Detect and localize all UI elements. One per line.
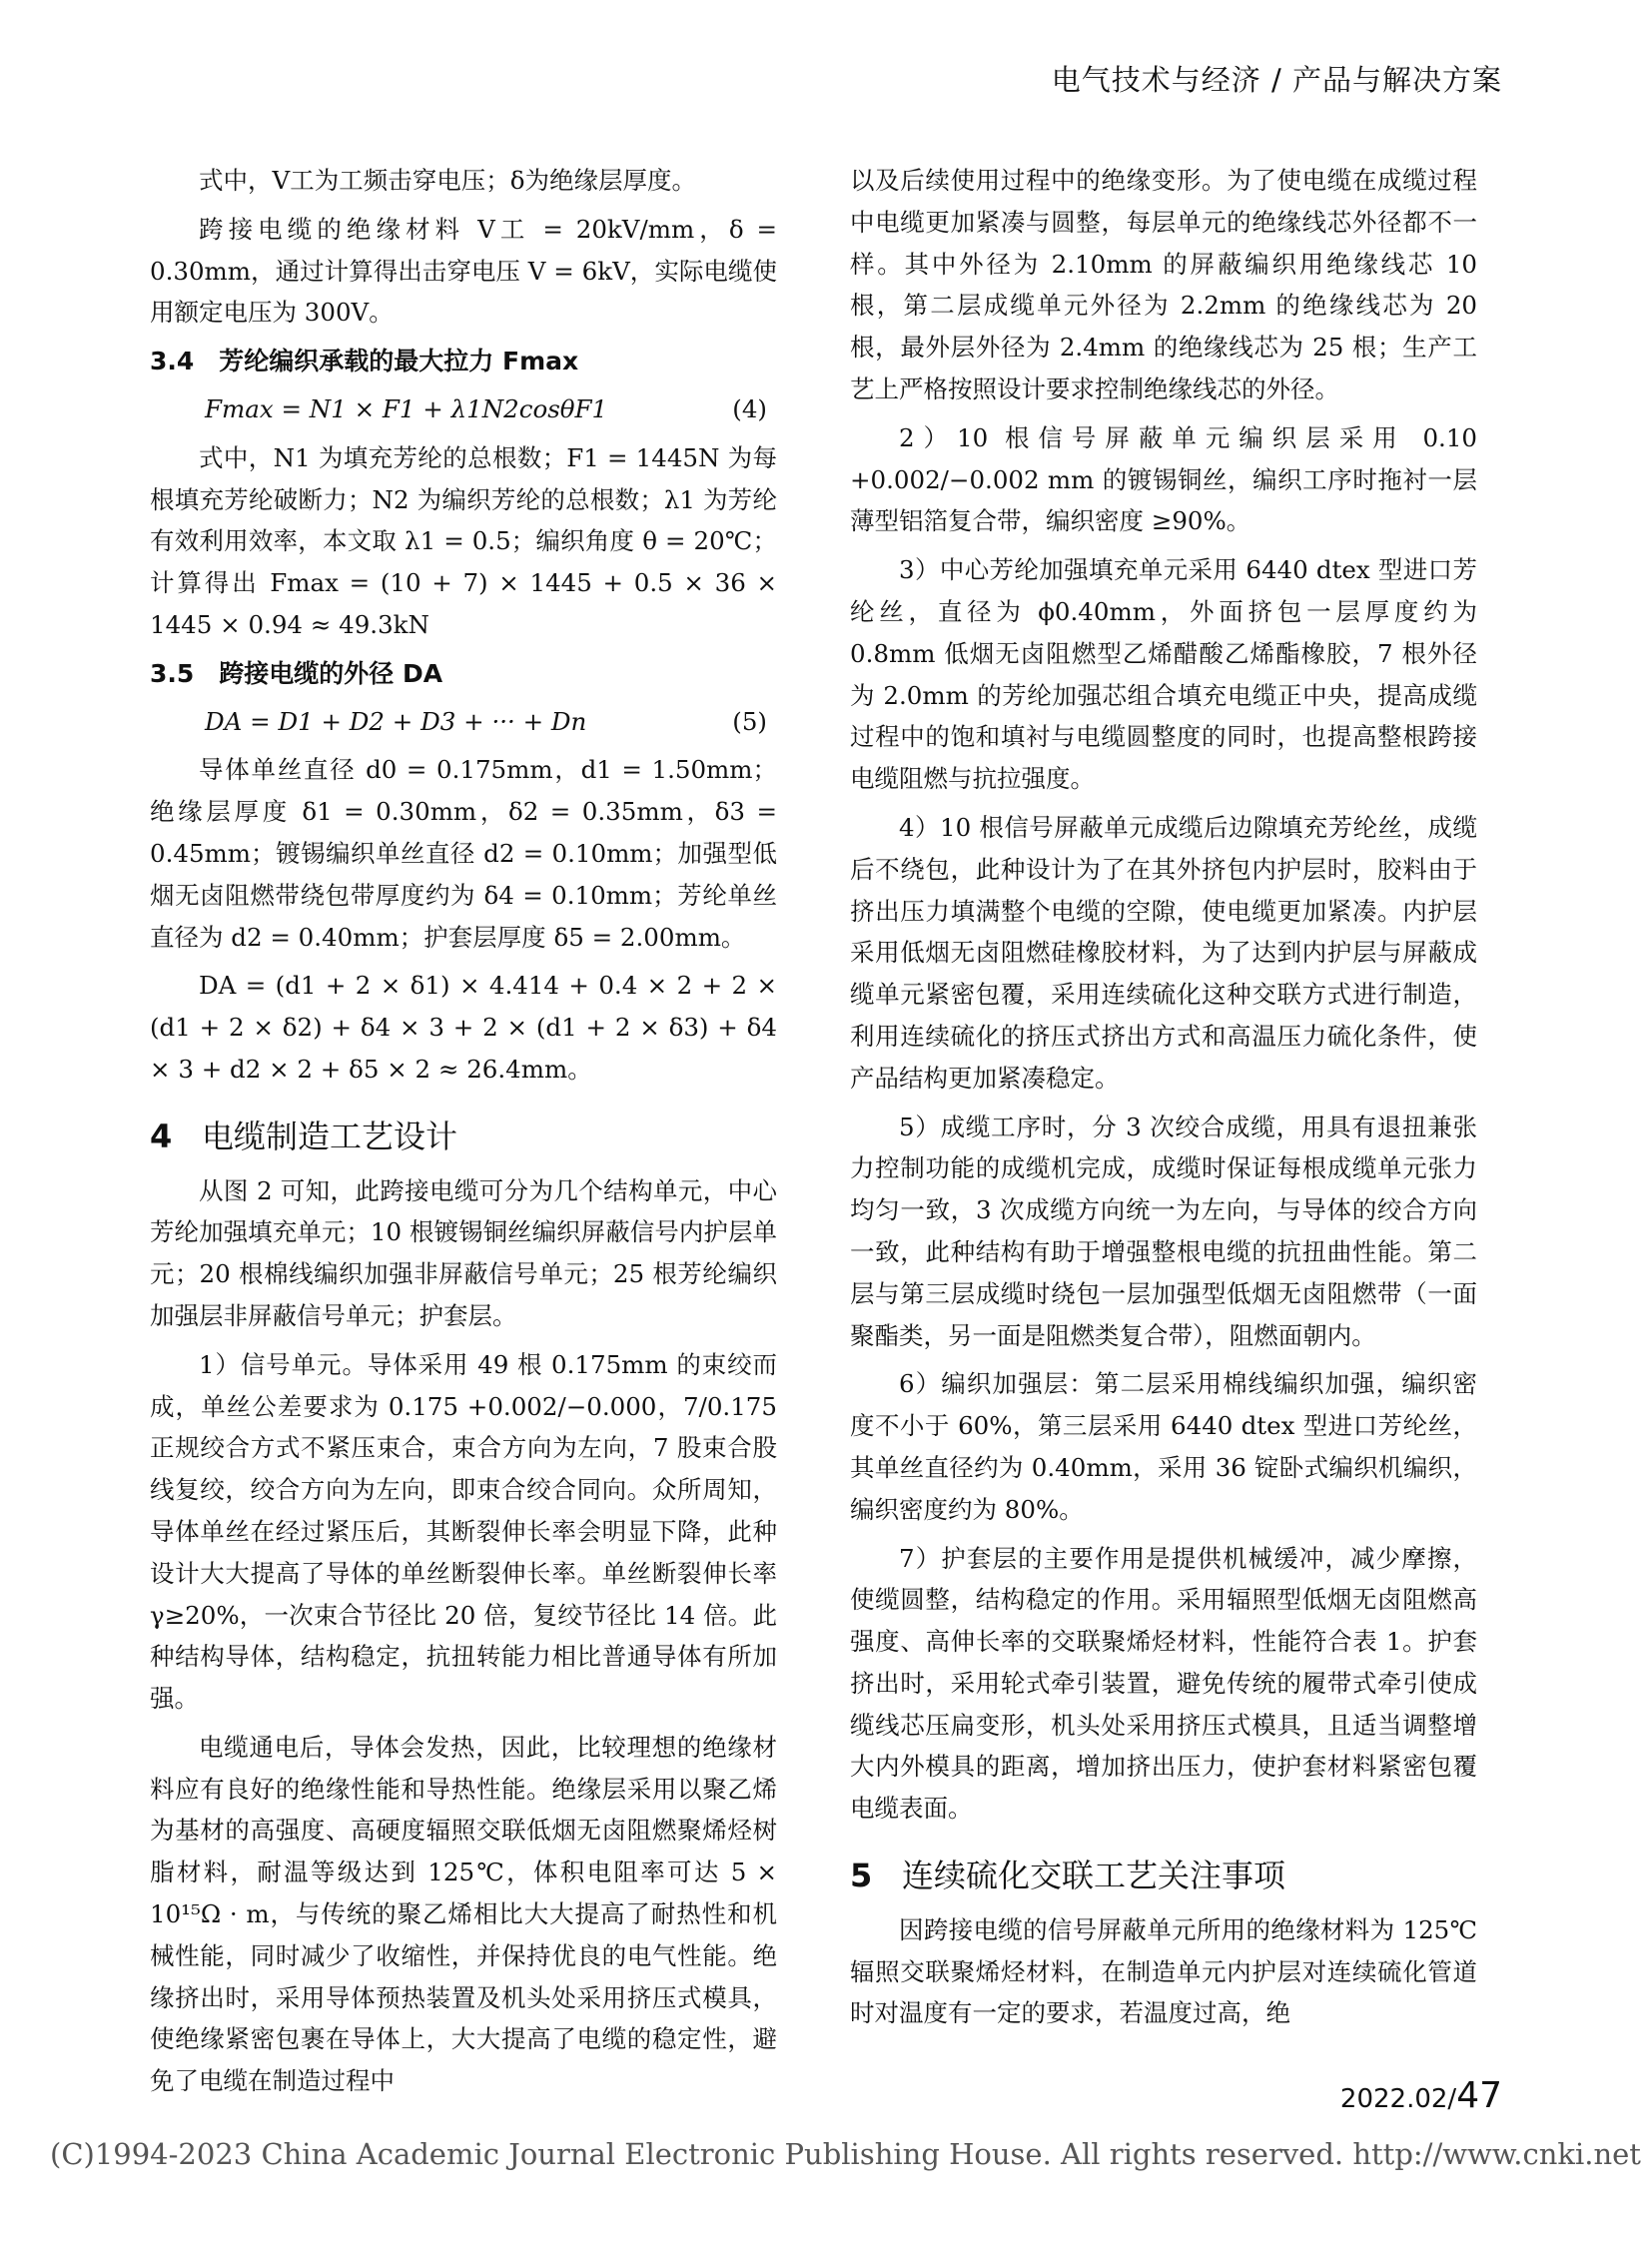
section-number: 5 <box>850 1857 873 1895</box>
subsection-heading: 3.5 跨接电缆的外径 DA <box>150 658 443 688</box>
paragraph: 式中，V工为工频击穿电压；δ为绝缘层厚度。 <box>199 166 696 195</box>
paragraph: 3）中心芳纶加强填充单元采用 6440 dtex 型进口芳纶丝，直径为 ϕ0.40mm，外面挤包一层厚度约为 0.8mm 低烟无卤阻燃型乙烯醋酸乙烯酯橡胶，7 根外径为 2.0mm 的芳纶加强芯组合填充电缆正中央，提高成缆过程中的饱和填衬与电缆圆整度的同时，也提高整根跨接电缆阻燃与抗拉强度。 <box>850 555 1477 794</box>
equation-number: (5) <box>732 706 767 736</box>
paragraph: 7）护套层的主要作用是提供机械缓冲，减少摩擦，使缆圆整，结构稳定的作用。采用辐照型低烟无卤阻燃高强度、高伸长率的交联聚烯烃材料，性能符合表 1。护套挤出时，采用轮式牵引装置，避免传统的履带式牵引使成缆线芯压扁变形，机头处采用挤压式模具，且适当调整增大内外模具的距离，增加挤出压力，使护套材料紧密包覆电缆表面。 <box>850 1543 1477 1824</box>
subsection-heading: 3.4 芳纶编织承载的最大拉力 Fmax <box>150 347 579 376</box>
paragraph: 电缆通电后，导体会发热，因此，比较理想的绝缘材料应有良好的绝缘性能和导热性能。绝缘层采用以聚乙烯为基材的高强度、高硬度辐照交联低烟无卤阻燃聚烯烃树脂材料，耐温等级达到 125℃，体积电阻率可达 5 × 10¹⁵Ω · m，与传统的聚乙烯相比大大提高了耐热性和机械性能，同时减少了收缩性，并保持优良的电气性能。绝缘挤出时，采用导体预热装置及机头处采用挤压式模具，使绝缘紧密包裹在导体上，大大提高了电缆的稳定性，避免了电缆在制造过程中 <box>150 1732 777 2096</box>
paragraph: 2）10 根信号屏蔽单元编织层采用 0.10 +0.002/−0.002 mm 的镀锡铜丝，编织工序时拖衬一层薄型铝箔复合带，编织密度 ≥90%。 <box>850 422 1477 536</box>
equation-text: Fmax = N1 × F1 + λ1N2cosθF1 <box>205 393 608 423</box>
left-column <box>150 160 777 2109</box>
paragraph: 式中，N1 为填充芳纶的总根数；F1 = 1445N 为每根填充芳纶破断力；N2 为编织芳纶的总根数；λ1 为芳纶有效利用效率，本文取 λ1 = 0.5；编织角度 θ = 20℃；计算得出 Fmax = (10 + 7) × 1445 + 0.5 × 36 × 1445 × 0.94 ≈ 49.3kN <box>150 442 777 639</box>
paragraph: 跨接电缆的绝缘材料 V工 = 20kV/mm，δ = 0.30mm，通过计算得出击穿电压 V = 6kV，实际电缆使用额定电压为 300V。 <box>150 214 777 328</box>
journal-header: 电气技术与经济 / 产品与解决方案 <box>1051 63 1502 97</box>
equation-number: (4) <box>732 393 767 423</box>
section-title: 连续硫化交联工艺关注事项 <box>902 1857 1286 1895</box>
paragraph: 从图 2 可知，此跨接电缆可分为几个结构单元，中心芳纶加强填充单元；10 根镀锡铜丝编织屏蔽信号内护层单元；20 根棉线编织加强非屏蔽信号单元；25 根芳纶编织加强层非屏蔽信号单元；护套层。 <box>150 1175 777 1330</box>
right-column <box>850 160 1477 2041</box>
issue-label: 2022.02/ <box>1339 2084 1457 2114</box>
equation <box>205 701 777 743</box>
paragraph: 4）10 根信号屏蔽单元成缆后边隙填充芳纶丝，成缆后不绕包，此种设计为了在其外挤包内护层时，胶料由于挤出压力填满整个电缆的空隙，使电缆更加紧凑。内护层采用低烟无卤阻燃硅橡胶材料，为了达到内护层与屏蔽成缆单元紧密包覆，采用连续硫化这种交联方式进行制造，利用连续硫化的挤压式挤出方式和高温压力硫化条件，使产品结构更加紧凑稳定。 <box>850 812 1477 1093</box>
paragraph: 因跨接电缆的信号屏蔽单元所用的绝缘材料为 125℃ 辐照交联聚烯烃材料，在制造单元内护层对连续硫化管道时对温度有一定的要求，若温度过高，绝 <box>850 1914 1477 2028</box>
section-heading <box>850 1856 1477 1897</box>
page-num: 47 <box>1456 2075 1502 2116</box>
equation-text: DA = D1 + D2 + D3 + ··· + Dn <box>205 706 587 736</box>
equation <box>205 388 777 430</box>
section-title: 电缆制造工艺设计 <box>202 1117 458 1155</box>
section-heading <box>150 1117 777 1158</box>
copyright-line: (C)1994-2023 China Academic Journal Electronic Publishing House. All rights reserved. http://www.cnki.net <box>50 2137 1641 2171</box>
section-number: 4 <box>150 1117 173 1155</box>
paragraph: DA = (d1 + 2 × δ1) × 4.414 + 0.4 × 2 + 2 × (d1 + 2 × δ2) + δ4 × 3 + 2 × (d1 + 2 × δ3) + δ4 × 3 + d2 × 2 + δ5 × 2 ≈ 26.4mm。 <box>150 971 777 1084</box>
paragraph: 1）信号单元。导体采用 49 根 0.175mm 的束绞而成，单丝公差要求为 0.175 +0.002/−0.000，7/0.175 正规绞合方式不紧压束合，束合方向为左向，7 股束合股线复绞，绞合方向为左向，即束合绞合同向。众所周知，导体单丝在经过紧压后，其断裂伸长率会明显下降，此种设计大大提高了导体的单丝断裂伸长率。单丝断裂伸长率 γ≥20%，一次束合节径比 20 倍，复绞节径比 14 倍。此种结构导体，结构稳定，抗扭转能力相比普通导体有所加强。 <box>150 1349 777 1714</box>
paragraph: 以及后续使用过程中的绝缘变形。为了使电缆在成缆过程中电缆更加紧凑与圆整，每层单元的绝缘线芯外径都不一样。其中外径为 2.10mm 的屏蔽编织用绝缘线芯 10 根，第二层成缆单元外径为 2.2mm 的绝缘线芯为 20 根，最外层外径为 2.4mm 的绝缘线芯为 25 根；生产工艺上严格按照设计要求控制绝缘线芯的外径。 <box>850 166 1477 403</box>
paragraph: 6）编织加强层：第二层采用棉线编织加强，编织密度不小于 60%，第三层采用 6440 dtex 型进口芳纶丝，其单丝直径约为 0.40mm，采用 36 锭卧式编织机编织，编织密度约为 80%。 <box>850 1369 1477 1524</box>
paragraph: 5）成缆工序时，分 3 次绞合成缆，用具有退扭兼张力控制功能的成缆机完成，成缆时保证每根成缆单元张力均匀一致，3 次成缆方向统一为左向，与导体的绞合方向一致，此种结构有助于增强整根电缆的抗扭曲性能。第二层与第三层成缆时绕包一层加强型低烟无卤阻燃带（一面聚酯类，另一面是阻燃类复合带），阻燃面朝内。 <box>850 1112 1477 1350</box>
page-number <box>1340 2075 1502 2116</box>
paragraph: 导体单丝直径 d0 = 0.175mm，d1 = 1.50mm；绝缘层厚度 δ1 = 0.30mm，δ2 = 0.35mm，δ3 = 0.45mm；镀锡编织单丝直径 d2 = 0.10mm；加强型低烟无卤阻燃带绕包带厚度约为 δ4 = 0.10mm；芳纶单丝直径为 d2 = 0.40mm；护套层厚度 δ5 = 2.00mm。 <box>150 755 777 952</box>
